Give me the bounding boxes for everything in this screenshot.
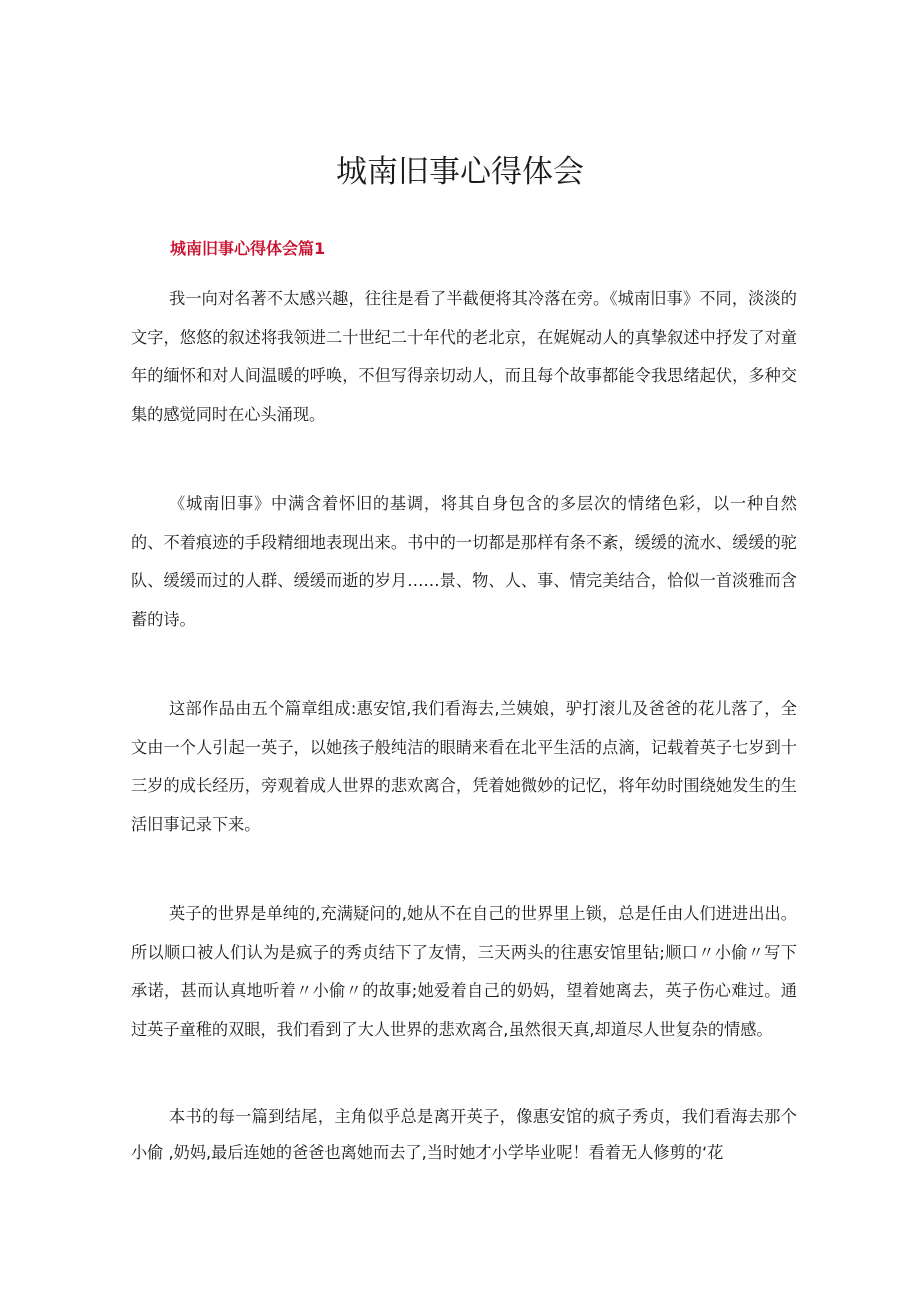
paragraph: 我一向对名著不太感兴趣，往往是看了半截便将其冷落在旁。《城南旧事》不同，淡淡的文字，悠悠的叙述将我领进二十世纪二十年代的老北京，在娓娓动人的真挚叙述中抒发了对童年的缅怀和对人间温暖的呼唤，不但写得亲切动人，而且每个故事都能令我思绪起伏，多种交集的感觉同时在心头涌现。 (131, 289, 797, 424)
paragraph: 这部作品由五个篇章组成:惠安馆,我们看海去,兰姨娘，驴打滚儿及爸爸的花儿落了，全文由一个人引起一英子，以她孩子般纯洁的眼睛来看在北平生活的点滴，记载着英子七岁到十三岁的成长经历，旁观着成人世界的悲欢离合，凭着她微妙的记忆，将年幼时围绕她发生的生活旧事记录下来。 (131, 699, 797, 834)
paragraph: 英子的世界是单纯的,充满疑问的,她从不在自己的世界里上锁，总是任由人们进进出出。所以顺口被人们认为是疯子的秀贞结下了友情，三天两头的往惠安馆里钻;顺口〃小偷〃写下承诺，甚而认真地听着〃小偷〃的故事;她爱着自己的奶妈，望着她离去，英子伤心难过。通过英子童稚的双眼，我们看到了大人世界的悲欢离合,虽然很天真,却道尽人世复杂的情感。 (131, 904, 797, 1039)
paragraph: 本书的每一篇到结尾，主角似乎总是离开英子，像惠安馆的疯子秀贞，我们看海去那个小偷 ,奶妈,最后连她的爸爸也离她而去了,当时她才小学毕业呢！看着无人修剪的‘花 (131, 1107, 797, 1162)
paragraph: 《城南旧事》中满含着怀旧的基调，将其自身包含的多层次的情绪色彩，以一种自然的、不着痕迹的手段精细地表现出来。书中的一切都是那样有条不紊，缓缓的流水、缓缓的驼队、缓缓而过的人群、缓缓而逝的岁月……景、物、人、事、情完美结合，恰似一首淡雅而含蓄的诗。 (131, 494, 797, 629)
document-title: 城南旧事心得体会 (336, 154, 584, 190)
section-heading: 城南旧事心得体会篇1 (170, 239, 326, 258)
